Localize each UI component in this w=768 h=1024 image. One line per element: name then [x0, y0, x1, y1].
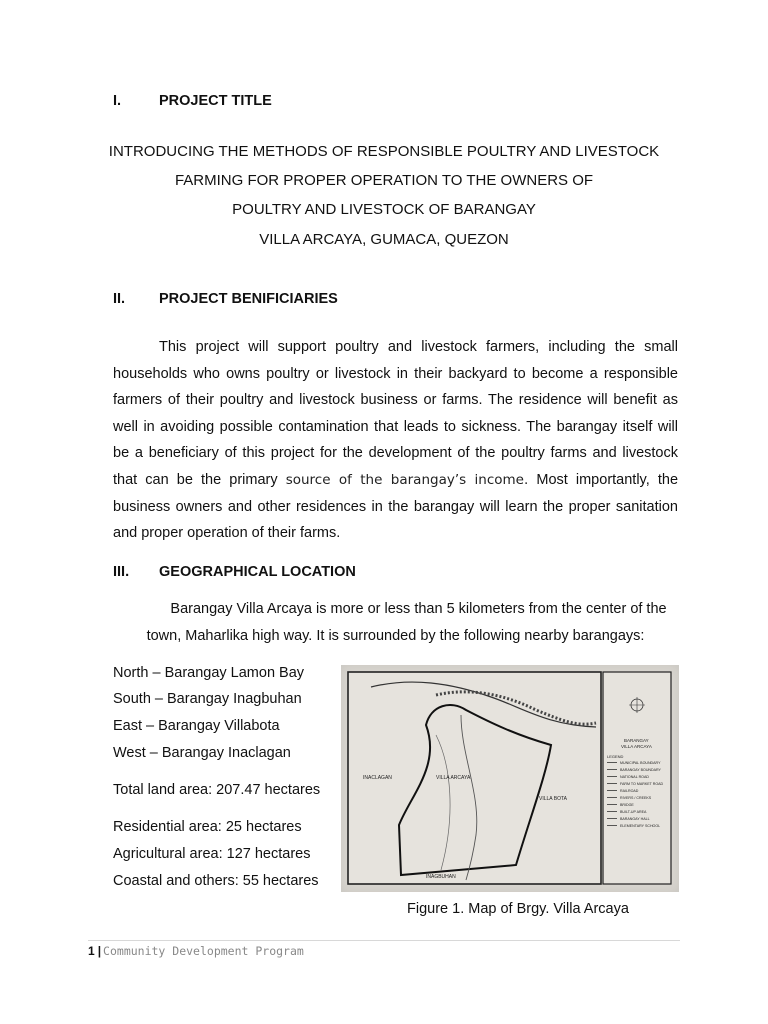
section-number: I.: [113, 93, 122, 109]
total-land-area: Total land area: 207.47 hectares: [113, 782, 321, 798]
page-footer: [88, 944, 304, 958]
footer-divider: [88, 940, 680, 941]
section-heading-text: PROJECT TITLE: [159, 93, 272, 109]
project-title-line-2: FARMING FOR PROPER OPERATION TO THE OWNERS OF: [174, 172, 594, 189]
page-number: 1: [88, 944, 95, 958]
map-legend-brgy: BARANGAY: [624, 738, 649, 743]
legend-item: ELEMENTARY SCHOOL: [620, 824, 661, 828]
map-legend-title: LEGEND: [607, 754, 624, 759]
legend-item: RAILROAD: [620, 789, 639, 793]
section-heading-project-title: [113, 93, 272, 109]
section-number: III.: [113, 564, 130, 580]
legend-item: BUILT-UP AREA: [620, 810, 647, 814]
beneficiaries-text-1: This project will support poultry and livestock farmers, including the small households who owns poultry or livestock in their backyard to become a responsible farmers of their poultry and livestock business or farms. The residence will benefit as well in avoiding possible contamination that leads to sickness. The barangay itself will be a beneficiary of this project for the development of the poultry farms and livestock that can be the primary: [113, 339, 678, 488]
legend-item: FARM TO MARKET ROAD: [620, 782, 664, 786]
location-paragraph: [113, 596, 678, 650]
figure-caption: Figure 1. Map of Brgy. Villa Arcaya: [407, 901, 629, 917]
section-number: II.: [113, 291, 126, 307]
coastal-area: Coastal and others: 55 hectares: [113, 873, 319, 889]
section-heading-beneficiaries: [113, 291, 338, 307]
legend-item: BARANGAY HALL: [620, 817, 650, 821]
project-title-line-3: POULTRY AND LIVESTOCK OF BARANGAY: [232, 201, 536, 218]
map-label-inagbuhan: INAGBUHAN: [426, 874, 456, 880]
neighbor-east: East – Barangay Villabota: [113, 718, 280, 734]
barangay-map-image: [341, 665, 679, 892]
footer-program-name: Community Development Program: [103, 944, 304, 958]
beneficiaries-text-highlight: source of the barangay’s income.: [285, 471, 529, 488]
footer-separator: |: [97, 944, 102, 958]
map-legend-brgy-name: VILLA ARCAYA: [621, 744, 652, 749]
legend-item: BRIDGE: [620, 803, 634, 807]
section-heading-text: PROJECT BENIFICIARIES: [159, 291, 338, 307]
neighbor-west: West – Barangay Inaclagan: [113, 745, 291, 761]
section-heading-location: [113, 564, 356, 580]
project-title-line-4: VILLA ARCAYA, GUMACA, QUEZON: [259, 231, 509, 248]
legend-item: NATIONAL ROAD: [620, 775, 649, 779]
map-label-villa-bota: VILLA BOTA: [539, 796, 567, 802]
beneficiaries-paragraph: [113, 334, 678, 547]
map-drawing: [341, 665, 679, 892]
legend-item: BARANGAY BOUNDARY: [620, 768, 661, 772]
location-text: Barangay Villa Arcaya is more or less than 5 kilometers from the center of the town, Maharlika high way. It is surrounded by the following nearby barangays:: [146, 601, 667, 644]
neighbor-south: South – Barangay Inagbuhan: [113, 691, 302, 707]
legend-item: RIVERS / CREEKS: [620, 796, 652, 800]
residential-area: Residential area: 25 hectares: [113, 819, 302, 835]
project-title-line-1: INTRODUCING THE METHODS OF RESPONSIBLE POULTRY AND LIVESTOCK: [108, 143, 660, 160]
legend-item: MUNICIPAL BOUNDARY: [620, 761, 661, 765]
map-label-inaclagan: INACLAGAN: [363, 775, 392, 781]
section-heading-text: GEOGRAPHICAL LOCATION: [159, 564, 356, 580]
agricultural-area: Agricultural area: 127 hectares: [113, 846, 311, 862]
map-label-villa-arcaya: VILLA ARCAYA: [436, 775, 471, 781]
beneficiaries-text-2: Most importantly, the business owners and other residences in the barangay will learn the proper sanitation and proper operation of their farms.: [113, 471, 679, 542]
neighbor-north: North – Barangay Lamon Bay: [113, 665, 305, 681]
